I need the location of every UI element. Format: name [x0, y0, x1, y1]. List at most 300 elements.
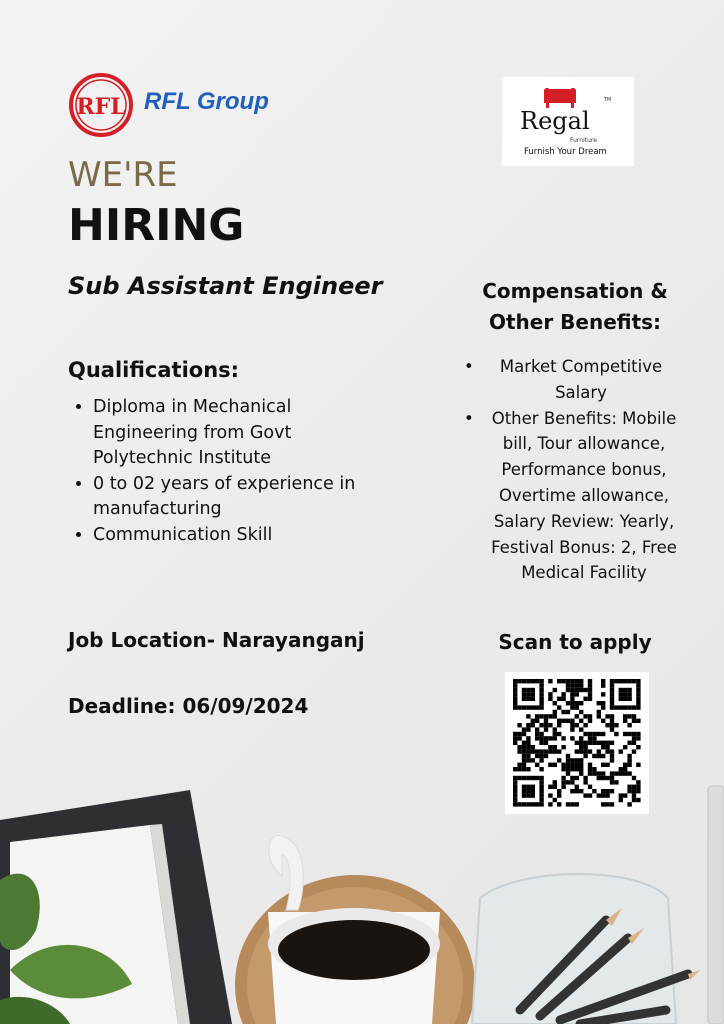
qr-module [539, 688, 543, 692]
qr-module [601, 701, 605, 705]
qr-module [539, 705, 543, 709]
qr-module [517, 749, 521, 753]
qr-module [557, 723, 561, 727]
qr-module [570, 701, 574, 705]
qr-module [579, 745, 583, 749]
qr-module [535, 679, 539, 683]
qr-module [526, 692, 530, 696]
qr-module [579, 741, 583, 745]
qr-module [531, 719, 535, 723]
qr-module [610, 741, 614, 745]
qr-module [597, 754, 601, 758]
qr-module [570, 697, 574, 701]
qr-module [583, 754, 587, 758]
qr-module [605, 741, 609, 745]
qualification-item: • Communication Skill [93, 523, 393, 549]
qr-module [610, 697, 614, 701]
qr-module [561, 692, 565, 696]
qualification-item: • Diploma in Mechanical Engineering from Govt Polytechnic Institute [93, 395, 393, 472]
qr-module [605, 723, 609, 727]
qr-module [522, 763, 526, 767]
qr-module [544, 719, 548, 723]
qr-module [623, 688, 627, 692]
qr-module [605, 714, 609, 718]
qr-module [548, 679, 552, 683]
qr-module [597, 741, 601, 745]
qr-module [566, 701, 570, 705]
qr-module [535, 736, 539, 740]
qr-module [619, 679, 623, 683]
qr-module [610, 714, 614, 718]
qr-module [526, 688, 530, 692]
qr-module [553, 710, 557, 714]
qr-module [557, 719, 561, 723]
qr-module [632, 679, 636, 683]
qualifications-heading: Qualifications: [68, 358, 240, 382]
qr-module [522, 732, 526, 736]
qr-module [566, 758, 570, 762]
desk-scene-image [0, 770, 724, 1024]
qr-module [605, 745, 609, 749]
qr-module [575, 723, 579, 727]
deadline: Deadline: 06/09/2024 [68, 694, 309, 718]
qr-module [610, 692, 614, 696]
qr-module [522, 754, 526, 758]
qr-module [548, 736, 552, 740]
qr-module [539, 714, 543, 718]
qr-module [526, 679, 530, 683]
qr-module [570, 679, 574, 683]
qr-module [575, 701, 579, 705]
qr-module [557, 697, 561, 701]
qr-module [553, 688, 557, 692]
qr-module [575, 763, 579, 767]
qr-module [588, 714, 592, 718]
qr-module [610, 749, 614, 753]
qr-module [636, 736, 640, 740]
qr-module [566, 719, 570, 723]
qr-module [517, 763, 521, 767]
qr-module [627, 741, 631, 745]
qr-module [579, 719, 583, 723]
qr-module [583, 697, 587, 701]
qr-module [575, 688, 579, 692]
qr-module [539, 692, 543, 696]
qr-module [636, 679, 640, 683]
qr-module [601, 732, 605, 736]
bullet-icon: • [464, 357, 474, 376]
scan-to-apply-label: Scan to apply [498, 630, 652, 654]
qr-module [627, 758, 631, 762]
qr-module [588, 763, 592, 767]
qr-module [557, 749, 561, 753]
qr-module [623, 705, 627, 709]
qr-module [513, 732, 517, 736]
qr-module [531, 692, 535, 696]
qr-module [592, 754, 596, 758]
qr-module [526, 758, 530, 762]
qr-module [632, 741, 636, 745]
qr-module [548, 692, 552, 696]
company-name: RFL Group [144, 88, 269, 115]
qr-module [575, 679, 579, 683]
qr-module [535, 714, 539, 718]
qr-module [522, 745, 526, 749]
qr-module [619, 692, 623, 696]
regal-trademark: TM [604, 97, 612, 103]
qr-module [553, 714, 557, 718]
qr-module [544, 736, 548, 740]
qr-module [535, 732, 539, 736]
qr-module [553, 732, 557, 736]
qr-module [579, 701, 583, 705]
qr-module [601, 741, 605, 745]
qr-module [583, 732, 587, 736]
qr-module [610, 754, 614, 758]
qr-module [579, 749, 583, 753]
qr-module [539, 758, 543, 762]
qr-module [588, 732, 592, 736]
qr-module [614, 732, 618, 736]
job-title: Sub Assistant Engineer [68, 272, 383, 300]
qr-module [588, 679, 592, 683]
qr-module [544, 749, 548, 753]
intro-hiring: HIRING [68, 200, 245, 251]
qr-module [575, 692, 579, 696]
qr-module [610, 705, 614, 709]
qr-module [579, 710, 583, 714]
qr-module [570, 723, 574, 727]
qr-module [526, 697, 530, 701]
qr-module [526, 727, 530, 731]
qr-module [570, 688, 574, 692]
qr-module [588, 692, 592, 696]
qr-module [579, 688, 583, 692]
qr-module [601, 763, 605, 767]
qr-module [623, 714, 627, 718]
qr-module [517, 745, 521, 749]
qr-module [570, 736, 574, 740]
qr-module [588, 736, 592, 740]
qr-module [553, 763, 557, 767]
qr-module [610, 683, 614, 687]
qr-module [570, 683, 574, 687]
qr-module [535, 754, 539, 758]
svg-text:RFL: RFL [76, 94, 126, 120]
qr-module [566, 763, 570, 767]
qr-module [592, 732, 596, 736]
qualifications-list [68, 395, 393, 548]
qr-module [557, 758, 561, 762]
qr-module [522, 705, 526, 709]
qr-module [614, 723, 618, 727]
benefit-item: • Market Competitive Salary [460, 354, 692, 406]
qr-module [597, 732, 601, 736]
qr-module [610, 758, 614, 762]
qr-module [627, 697, 631, 701]
qr-module [610, 719, 614, 723]
qr-module [561, 763, 565, 767]
qualification-item: • 0 to 02 years of experience in manufacturing [93, 472, 393, 523]
qr-module [544, 741, 548, 745]
regal-tagline: Furnish Your Dream [524, 147, 607, 157]
qr-module [561, 736, 565, 740]
qr-module [561, 710, 565, 714]
qr-module [619, 749, 623, 753]
qr-module [531, 723, 535, 727]
qr-module [575, 749, 579, 753]
qr-module [526, 714, 530, 718]
qr-module [636, 763, 640, 767]
qr-module [561, 745, 565, 749]
qr-module [539, 749, 543, 753]
qr-module [570, 758, 574, 762]
qr-module [522, 697, 526, 701]
qr-module [619, 688, 623, 692]
qr-module [583, 723, 587, 727]
qr-module [553, 727, 557, 731]
qr-module [619, 697, 623, 701]
qr-module [513, 679, 517, 683]
qr-module [623, 745, 627, 749]
qr-module [539, 683, 543, 687]
qr-module [513, 683, 517, 687]
qr-module [588, 741, 592, 745]
qr-module [588, 683, 592, 687]
qr-module [561, 697, 565, 701]
qr-module [544, 714, 548, 718]
qr-module [636, 683, 640, 687]
qr-module [544, 754, 548, 758]
qr-module [531, 745, 535, 749]
qr-module [548, 714, 552, 718]
qr-module [548, 723, 552, 727]
qr-module [601, 683, 605, 687]
qr-module [636, 701, 640, 705]
qr-module [557, 732, 561, 736]
qr-module [614, 705, 618, 709]
qr-module [592, 736, 596, 740]
qr-module [513, 692, 517, 696]
qr-module [566, 683, 570, 687]
qr-module [553, 745, 557, 749]
qr-module [601, 705, 605, 709]
qr-module [632, 732, 636, 736]
qr-module [526, 723, 530, 727]
qr-module [597, 749, 601, 753]
qr-module [522, 727, 526, 731]
qr-module [570, 692, 574, 696]
qr-module [539, 741, 543, 745]
qr-module [566, 679, 570, 683]
qr-module [539, 697, 543, 701]
qr-module [517, 736, 521, 740]
qr-module [627, 692, 631, 696]
qr-module [570, 763, 574, 767]
benefit-item: • Other Benefits: Mobile bill, Tour allowance, Performance bonus, Overtime allowance, Salary Review: Yearly, Festival Bonus: 2, Free Medical Facility [460, 406, 692, 587]
qr-module [623, 692, 627, 696]
qr-module [636, 719, 640, 723]
qr-module [632, 736, 636, 740]
qr-module [579, 763, 583, 767]
qr-module [619, 705, 623, 709]
qr-module [570, 727, 574, 731]
qr-module [553, 736, 557, 740]
qr-module [592, 741, 596, 745]
qr-module [583, 745, 587, 749]
qr-module [517, 679, 521, 683]
qr-module [566, 688, 570, 692]
qr-module [583, 714, 587, 718]
qr-module [553, 749, 557, 753]
qr-module [566, 710, 570, 714]
qr-module [570, 719, 574, 723]
qr-module [526, 705, 530, 709]
qr-module [557, 705, 561, 709]
qr-module [570, 705, 574, 709]
qr-module [517, 705, 521, 709]
qr-module [632, 705, 636, 709]
qr-module [623, 679, 627, 683]
sofa-icon [538, 85, 582, 109]
rfl-logo [68, 72, 134, 138]
qr-module [522, 741, 526, 745]
qr-module [513, 701, 517, 705]
qr-module [535, 749, 539, 753]
qr-module [632, 719, 636, 723]
qr-module [522, 688, 526, 692]
qr-module [579, 679, 583, 683]
qr-module [526, 745, 530, 749]
qr-module [539, 723, 543, 727]
qr-module [605, 749, 609, 753]
qr-module [539, 736, 543, 740]
regal-brand: Regal [520, 107, 590, 135]
qr-module [579, 758, 583, 762]
qr-module [575, 683, 579, 687]
qr-module [627, 732, 631, 736]
qr-module [588, 719, 592, 723]
qr-module [531, 688, 535, 692]
qr-module [526, 754, 530, 758]
qr-module [623, 697, 627, 701]
qr-module [539, 732, 543, 736]
qr-module [548, 697, 552, 701]
qr-module [623, 719, 627, 723]
qr-module [513, 741, 517, 745]
qr-module [597, 701, 601, 705]
qr-module [513, 705, 517, 709]
qr-module [610, 723, 614, 727]
qr-module [605, 763, 609, 767]
qr-module [632, 749, 636, 753]
qr-module [627, 763, 631, 767]
qr-module [575, 741, 579, 745]
qr-module [539, 754, 543, 758]
qr-module [557, 679, 561, 683]
qr-module [636, 697, 640, 701]
qr-module [579, 683, 583, 687]
qr-module [636, 705, 640, 709]
qr-module [531, 697, 535, 701]
qr-module [597, 710, 601, 714]
qr-module [610, 688, 614, 692]
qr-module [535, 727, 539, 731]
qr-module [522, 749, 526, 753]
qr-module [636, 688, 640, 692]
qr-module [627, 705, 631, 709]
qr-module [610, 701, 614, 705]
qr-module [614, 679, 618, 683]
regal-sub: Furniture [570, 137, 597, 144]
qr-module [583, 749, 587, 753]
qr-module [583, 688, 587, 692]
qr-module [636, 745, 640, 749]
qr-module [513, 688, 517, 692]
qr-module [601, 754, 605, 758]
qr-module [566, 754, 570, 758]
qr-module [539, 679, 543, 683]
qr-module [531, 749, 535, 753]
qr-module [627, 723, 631, 727]
qr-module [627, 754, 631, 758]
qr-module [531, 679, 535, 683]
qr-module [588, 697, 592, 701]
qr-module [610, 679, 614, 683]
qr-module [548, 763, 552, 767]
qr-module [601, 745, 605, 749]
qr-module [575, 758, 579, 762]
qr-module [561, 679, 565, 683]
qr-module [610, 727, 614, 731]
bullet-icon: • [464, 408, 474, 428]
qr-module [583, 741, 587, 745]
qr-module [513, 736, 517, 740]
qr-module [575, 714, 579, 718]
qr-module [623, 763, 627, 767]
qr-module [526, 749, 530, 753]
qr-module [588, 749, 592, 753]
qr-module [517, 723, 521, 727]
qr-module [601, 719, 605, 723]
qr-module [513, 697, 517, 701]
job-location: Job Location- Narayanganj [68, 628, 365, 652]
qr-module [636, 692, 640, 696]
qr-module [522, 692, 526, 696]
qr-module [627, 679, 631, 683]
qr-module [535, 705, 539, 709]
qr-module [526, 736, 530, 740]
qr-module [636, 732, 640, 736]
qr-module [531, 758, 535, 762]
qr-module [579, 736, 583, 740]
qr-module [517, 732, 521, 736]
qr-module [522, 679, 526, 683]
qr-module [531, 705, 535, 709]
qr-module [588, 688, 592, 692]
qr-module [535, 763, 539, 767]
qr-module [539, 701, 543, 705]
qr-module [632, 714, 636, 718]
qr-module [548, 745, 552, 749]
intro-were: WE'RE [68, 155, 178, 195]
qr-module [627, 688, 631, 692]
qr-module [544, 723, 548, 727]
qr-module [623, 732, 627, 736]
qr-module [561, 719, 565, 723]
qr-module [522, 758, 526, 762]
qr-module [575, 705, 579, 709]
